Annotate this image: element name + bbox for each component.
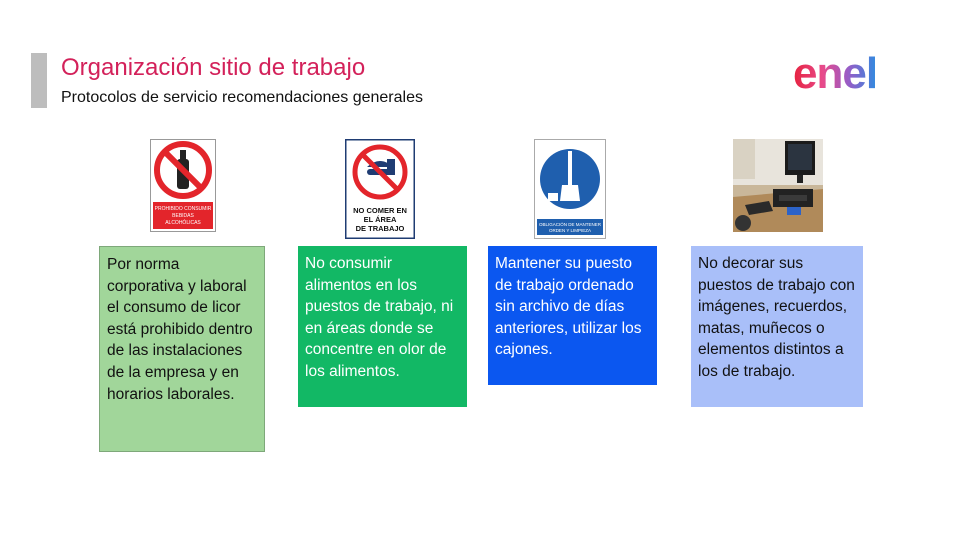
- svg-text:ORDEN Y LIMPIEZA: ORDEN Y LIMPIEZA: [548, 228, 592, 233]
- svg-text:BEBIDAS: BEBIDAS: [172, 213, 194, 219]
- title-accent-bar: [31, 53, 47, 108]
- svg-text:enel: enel: [793, 52, 878, 92]
- no-decoration-policy-card: No decorar sus puestos de trabajo con imágenes, recuerdos, matas, muñecos o elementos distintos a los de trabajo.: [691, 246, 863, 407]
- enel-logo: [793, 52, 901, 92]
- no-eating-sign-icon: [345, 139, 415, 239]
- office-desk-photo-icon: [733, 139, 823, 232]
- svg-text:PROHIBIDO CONSUMIR: PROHIBIDO CONSUMIR: [154, 206, 212, 212]
- no-alcohol-sign-icon: [150, 139, 216, 232]
- alcohol-policy-card: Por norma corporativa y laboral el consumo de licor está prohibido dentro de las instalaciones de la empresa y en horarios laborales.: [99, 246, 265, 452]
- svg-text:EL ÁREA: EL ÁREA: [363, 215, 397, 224]
- no-eating-policy-card: No consumir alimentos en los puestos de trabajo, ni en áreas donde se concentre en olor de los alimentos.: [298, 246, 467, 407]
- svg-text:ALCOHÓLICAS: ALCOHÓLICAS: [165, 220, 201, 226]
- svg-text:OBLIGACIÓN DE MANTENER: OBLIGACIÓN DE MANTENER: [538, 222, 602, 227]
- page-title: Organización sitio de trabajo: [61, 54, 366, 81]
- page-subtitle: Protocolos de servicio recomendaciones generales: [61, 89, 423, 106]
- svg-text:DE TRABAJO: DE TRABAJO: [355, 224, 405, 233]
- svg-text:NO COMER EN: NO COMER EN: [353, 206, 407, 215]
- keep-order-sign-icon: [534, 139, 606, 239]
- keep-order-policy-card: Mantener su puesto de trabajo ordenado sin archivo de días anteriores, utilizar los cajones.: [488, 246, 657, 385]
